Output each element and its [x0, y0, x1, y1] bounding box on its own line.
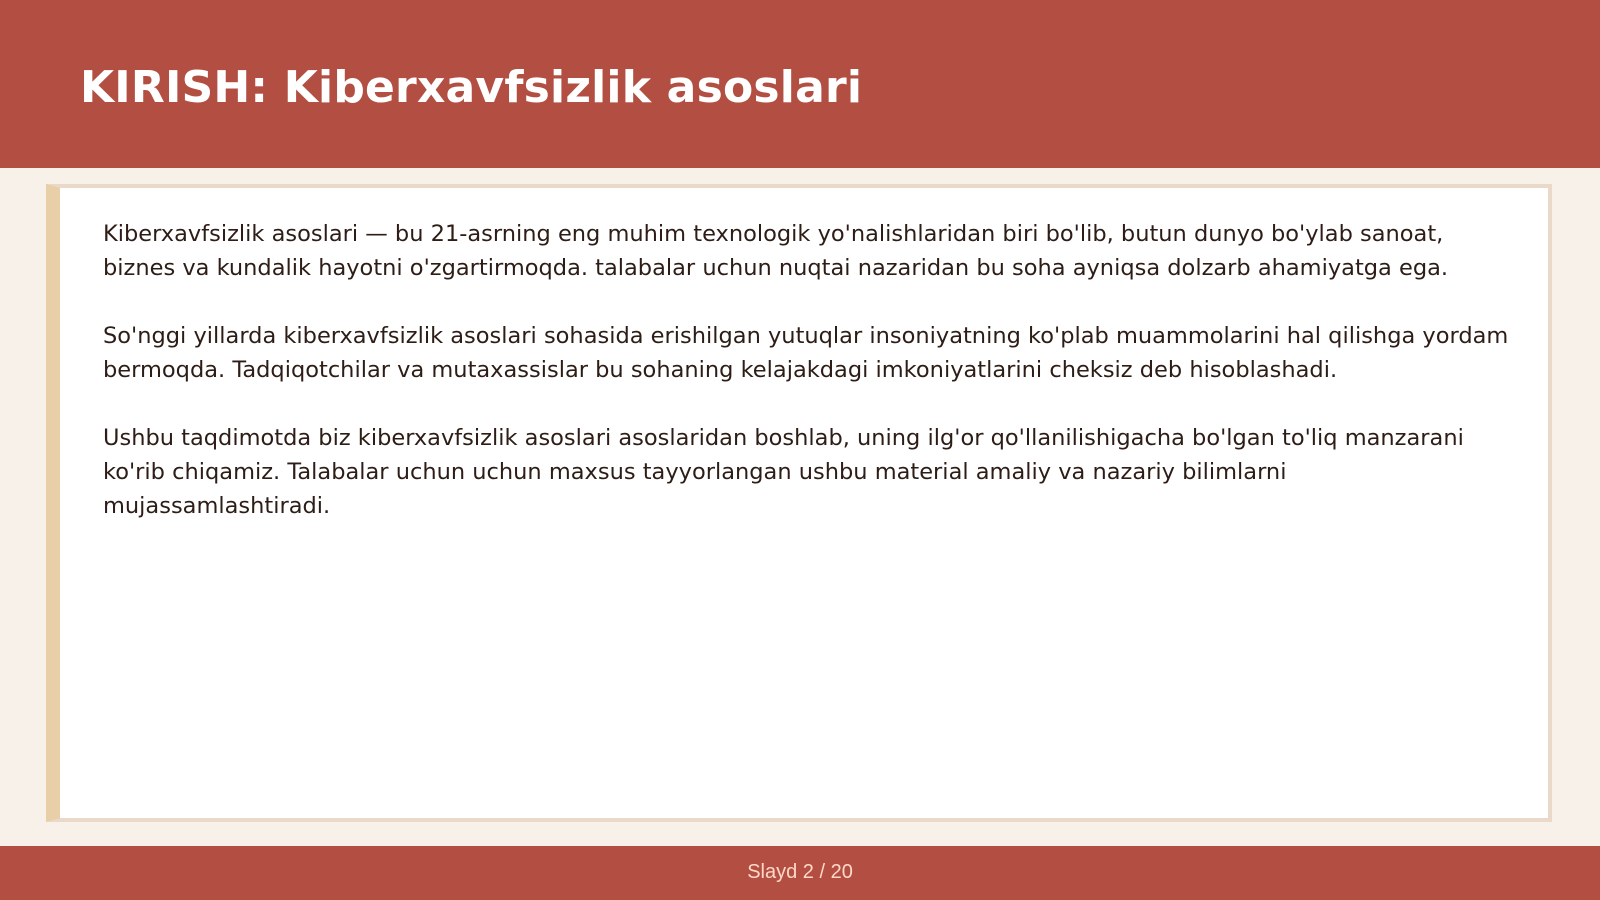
- slide-header: [0, 0, 1600, 168]
- intro-paragraph: Kiberxavfsizlik asoslari — bu 21-asrning eng muhim texnologik yo'nalishlaridan biri bo'lib, butun dunyo bo'ylab sanoat, biznes va kundalik hayotni o'zgartirmoqda. talabalar uchun nuqtai nazaridan bu soha ayniqsa dolzarb ahamiyatga ega.: [103, 221, 1449, 281]
- progress-paragraph: So'nggi yillarda kiberxavfsizlik asoslari sohasida erishilgan yutuqlar insoniyatning ko'plab muammolarini hal qilishga yordam bermoqda. Tadqiqotchilar va mutaxassislar bu sohaning kelajakdagi imkoniyatlarini cheksiz deb hisoblashadi.: [103, 323, 1509, 383]
- slide-footer: [0, 846, 1600, 900]
- slide-number: Slayd 2 / 20: [747, 861, 853, 883]
- slide-title: KIRISH: Kiberxavfsizlik asoslari: [80, 62, 863, 113]
- content-card: [46, 184, 1552, 822]
- content-text: [103, 217, 1513, 557]
- overview-paragraph: Ushbu taqdimotda biz kiberxavfsizlik asoslari asoslaridan boshlab, uning ilg'or qo'llanilishigacha bo'lgan to'liq manzarani ko'rib chiqamiz. Talabalar uchun uchun maxsus tayyorlangan ushbu material amaliy va nazariy bilimlarni mujassamlashtiradi.: [103, 425, 1464, 519]
